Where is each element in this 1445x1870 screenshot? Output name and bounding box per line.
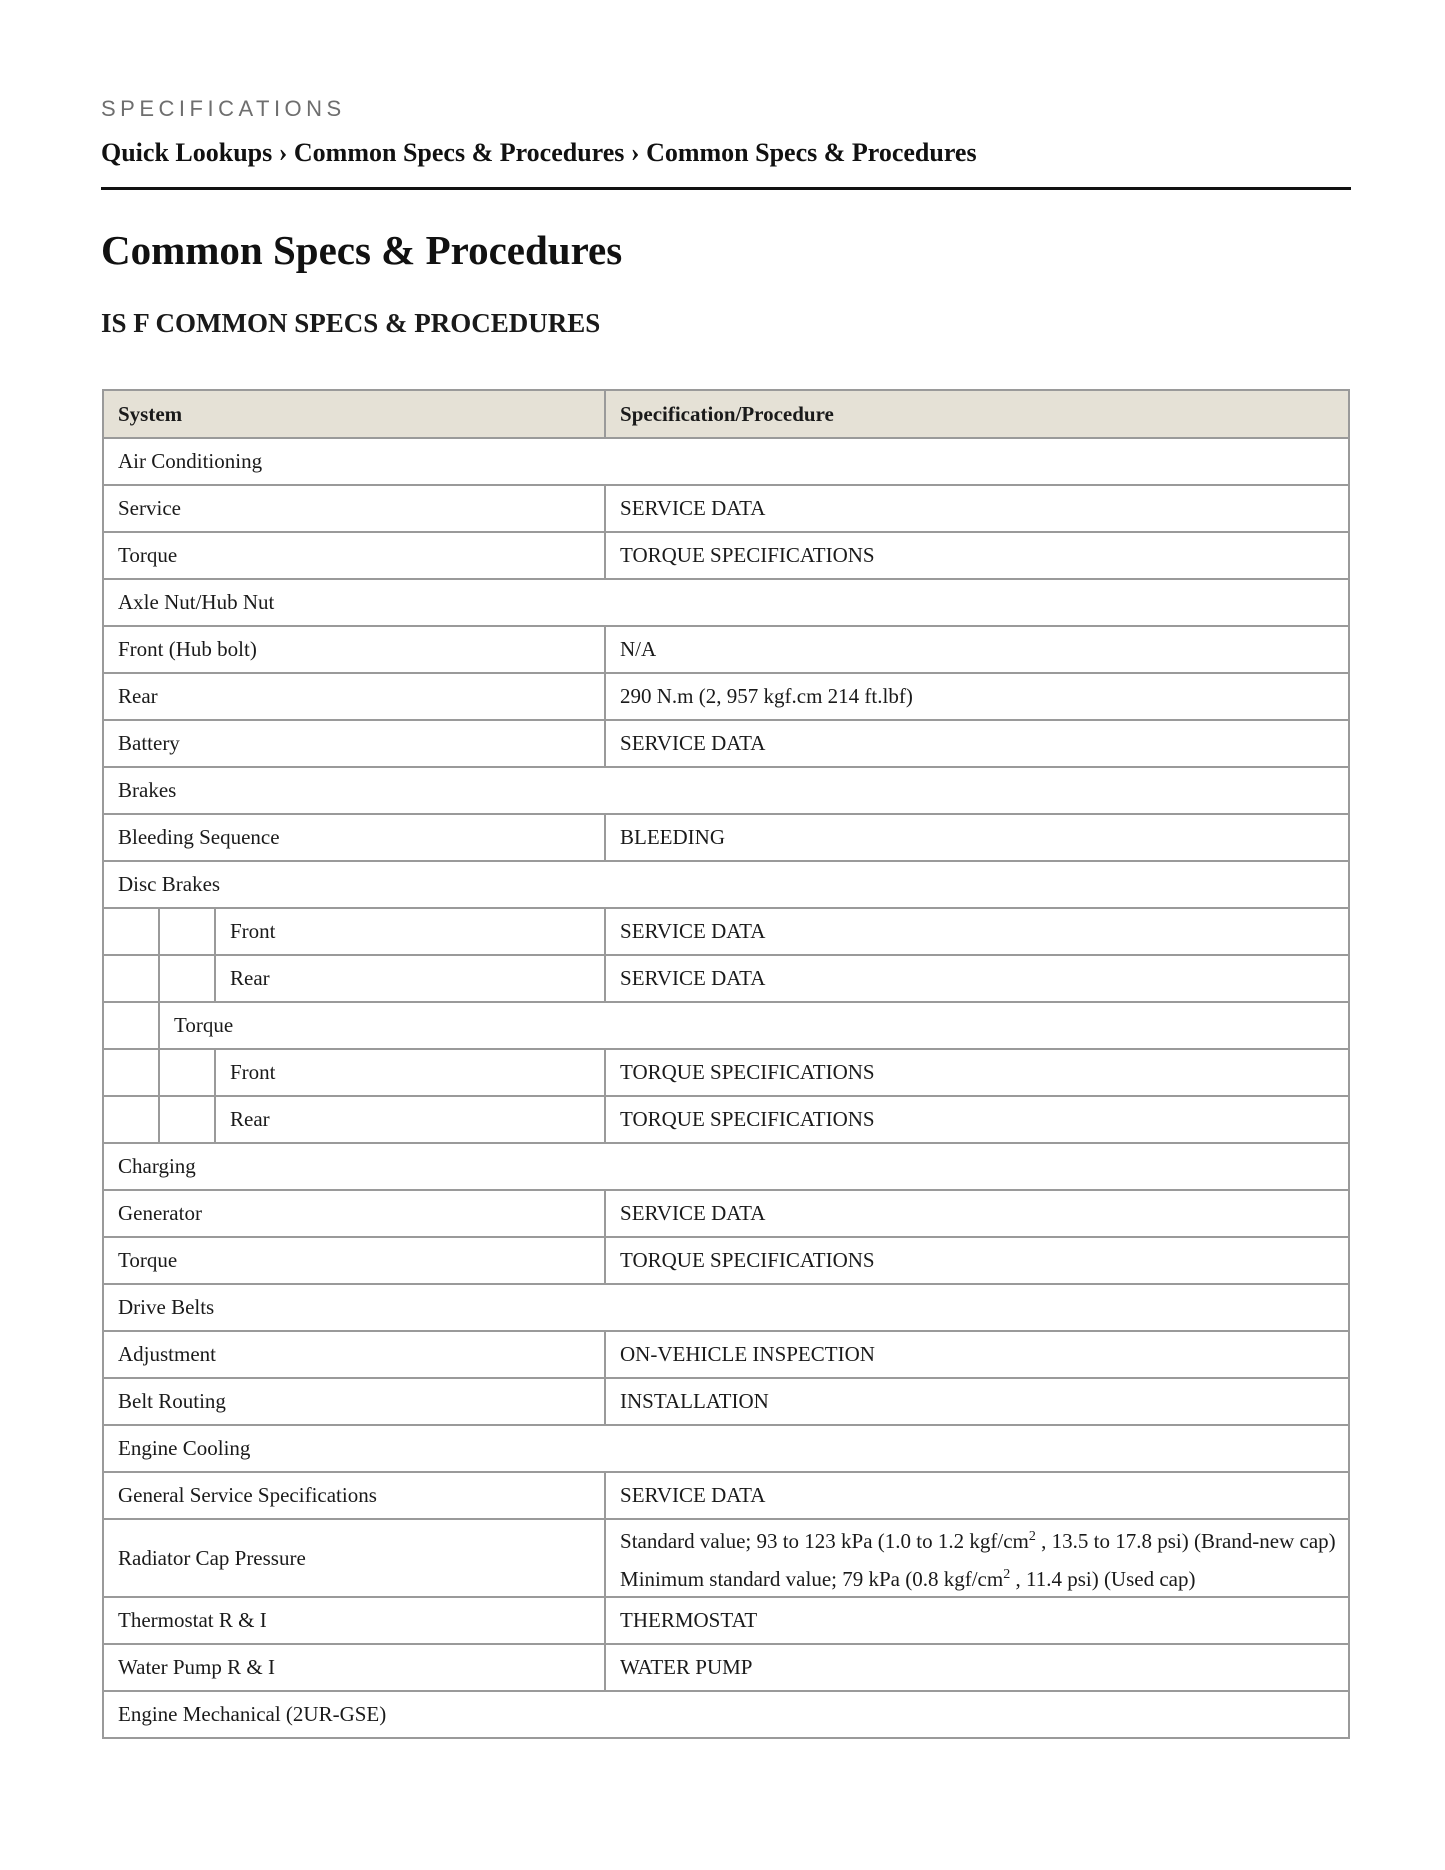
table-row (103, 1597, 1349, 1644)
table-row (103, 673, 1349, 720)
system-cell: Rear (215, 1096, 605, 1143)
spec-cell: TORQUE SPECIFICATIONS (605, 532, 1349, 579)
system-cell: Rear (215, 955, 605, 1002)
spec-cell: BLEEDING (605, 814, 1349, 861)
system-cell: Service (103, 485, 605, 532)
table-row (103, 532, 1349, 579)
table-row (103, 579, 1349, 626)
superscript: 2 (1028, 1529, 1036, 1544)
system-cell: Battery (103, 720, 605, 767)
table-row (103, 1143, 1349, 1190)
table-row (103, 908, 1349, 955)
table-row (103, 1644, 1349, 1691)
table-row (103, 1049, 1349, 1096)
section-label: SPECIFICATIONS (101, 96, 346, 121)
page-subtitle: IS F COMMON SPECS & PROCEDURES (101, 308, 601, 338)
system-cell: Generator (103, 1190, 605, 1237)
spec-cell (605, 1519, 1349, 1597)
group-heading-cell: Drive Belts (103, 1284, 1349, 1331)
group-heading-cell: Engine Cooling (103, 1425, 1349, 1472)
spec-cell: INSTALLATION (605, 1378, 1349, 1425)
spec-cell: SERVICE DATA (605, 1472, 1349, 1519)
system-cell: Front (215, 1049, 605, 1096)
spec-line-text: Minimum standard value; 79 kPa (0.8 kgf/cm (620, 1567, 1004, 1591)
specs-table-body (103, 438, 1349, 1738)
indent-spacer-cell (159, 1096, 215, 1143)
spec-cell: 290 N.m (2, 957 kgf.cm 214 ft.lbf) (605, 673, 1349, 720)
spec-cell: SERVICE DATA (605, 720, 1349, 767)
subgroup-heading-cell: Disc Brakes (103, 861, 1349, 908)
spec-line-text: , 11.4 psi) (Used cap) (1010, 1567, 1196, 1591)
system-cell: Torque (103, 532, 605, 579)
system-cell: General Service Specifications (103, 1472, 605, 1519)
spec-line-text: , 13.5 to 17.8 psi) (Brand-new cap) (1035, 1529, 1336, 1553)
table-row (103, 626, 1349, 673)
group-heading-cell: Axle Nut/Hub Nut (103, 579, 1349, 626)
group-heading-cell: Charging (103, 1143, 1349, 1190)
system-cell: Thermostat R & I (103, 1597, 605, 1644)
group-heading-cell: Brakes (103, 767, 1349, 814)
table-row (103, 1472, 1349, 1519)
page-title: Common Specs & Procedures (101, 227, 623, 273)
system-cell: Rear (103, 673, 605, 720)
table-row (103, 1691, 1349, 1738)
spec-line-text: Standard value; 93 to 123 kPa (1.0 to 1.2 kgf/cm (620, 1529, 1029, 1553)
indent-spacer-cell (159, 908, 215, 955)
table-row (103, 1519, 1349, 1597)
table-row (103, 955, 1349, 1002)
column-header-spec: Specification/Procedure (605, 390, 1349, 438)
spec-cell: TORQUE SPECIFICATIONS (605, 1049, 1349, 1096)
table-row (103, 1002, 1349, 1049)
group-heading-cell: Engine Mechanical (2UR-GSE) (103, 1691, 1349, 1738)
spec-line (620, 1520, 1348, 1558)
indent-spacer-cell (159, 1049, 215, 1096)
table-row (103, 485, 1349, 532)
spec-cell: ON-VEHICLE INSPECTION (605, 1331, 1349, 1378)
spec-cell: SERVICE DATA (605, 955, 1349, 1002)
system-cell: Water Pump R & I (103, 1644, 605, 1691)
indent-spacer-cell (103, 1096, 159, 1143)
table-row (103, 1331, 1349, 1378)
table-row (103, 767, 1349, 814)
table-row (103, 1425, 1349, 1472)
table-header-row (103, 390, 1349, 438)
spec-cell: SERVICE DATA (605, 1190, 1349, 1237)
system-cell: Radiator Cap Pressure (103, 1519, 605, 1597)
system-cell: Front (Hub bolt) (103, 626, 605, 673)
spec-line (620, 1558, 1348, 1596)
superscript: 2 (1003, 1567, 1011, 1582)
subgroup-heading-cell: Torque (159, 1002, 1349, 1049)
table-row (103, 1284, 1349, 1331)
indent-spacer-cell (103, 955, 159, 1002)
breadcrumb: Quick Lookups › Common Specs & Procedures › Common Specs & Procedures (101, 138, 977, 167)
system-cell: Belt Routing (103, 1378, 605, 1425)
indent-spacer-cell (103, 1002, 159, 1049)
group-heading-cell: Air Conditioning (103, 438, 1349, 485)
table-row (103, 1096, 1349, 1143)
table-row (103, 1190, 1349, 1237)
spec-cell: THERMOSTAT (605, 1597, 1349, 1644)
system-cell: Torque (103, 1237, 605, 1284)
spec-cell: WATER PUMP (605, 1644, 1349, 1691)
table-row (103, 1237, 1349, 1284)
indent-spacer-cell (103, 908, 159, 955)
table-row (103, 438, 1349, 485)
spec-cell: N/A (605, 626, 1349, 673)
spec-cell: SERVICE DATA (605, 908, 1349, 955)
spec-cell: TORQUE SPECIFICATIONS (605, 1237, 1349, 1284)
header-divider (101, 187, 1351, 190)
indent-spacer-cell (103, 1049, 159, 1096)
system-cell: Adjustment (103, 1331, 605, 1378)
indent-spacer-cell (159, 955, 215, 1002)
specs-table (102, 389, 1350, 1739)
system-cell: Front (215, 908, 605, 955)
table-row (103, 814, 1349, 861)
table-row (103, 1378, 1349, 1425)
column-header-system: System (103, 390, 605, 438)
table-row (103, 861, 1349, 908)
spec-cell: TORQUE SPECIFICATIONS (605, 1096, 1349, 1143)
table-row (103, 720, 1349, 767)
system-cell: Bleeding Sequence (103, 814, 605, 861)
spec-cell: SERVICE DATA (605, 485, 1349, 532)
